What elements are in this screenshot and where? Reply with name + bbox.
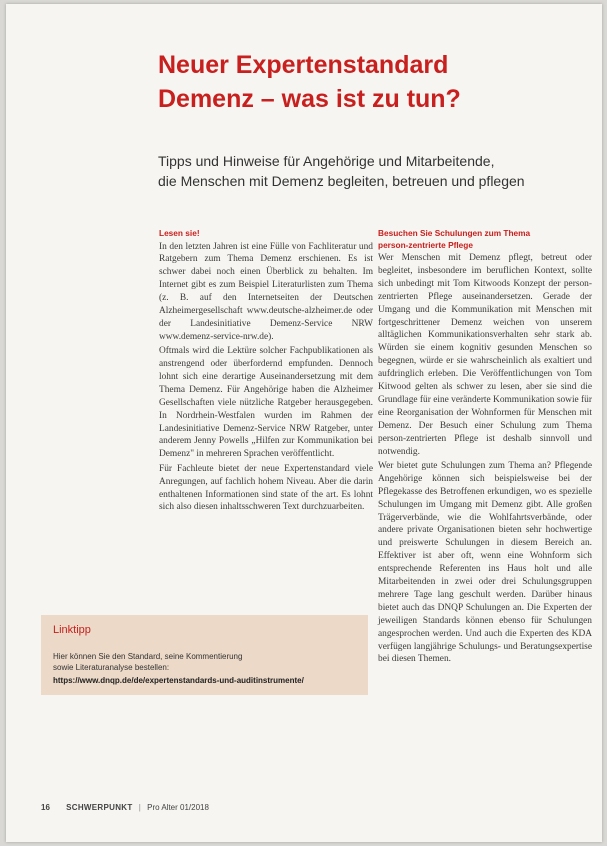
right-heading-line-1: Besuchen Sie Schulungen zum Thema	[378, 228, 531, 238]
right-paragraph-2: Wer bietet gute Schulungen zum Thema an? Pflegende Angehörige können sich beispielsweise bei der Pflegekasse des Betroffenen erkundigen, wo es spezielle Schulungen im Umgang mit Demenz gibt. Alle großen Trägerverbände, wie die Wohlfahrtsverbände, oder andere private Organisationen bieten sehr hochwertige und preiswerte Schulungen in diesem Bereich an. Effektiver ist aber oft, wenn eine Wohnform sich entsprechende Referenten ins Haus holt und alle Mitarbeitenden in zwei oder drei Schulungsgruppen mehrere Tage lang geschult werden. Darüber hinaus bietet auch das DNQP Schulungen an. Die Experten der jeweiligen Standards können ebenso für Schulungen angesprochen werden. Und auch die Experten des KDA verfügen langjährige Schulungs- und Beratungsexpertise bei diesen Themen.	[378, 460, 592, 665]
left-paragraph-3: Für Fachleute bietet der neue Expertenstandard viele Anregungen, auf fachlich hohem Niveau. Aber die darin enthaltenen Informationen sind state of the art. Es lohnt sich also diesen inhaltsschweren Text durchzuarbeiten.	[159, 463, 373, 513]
linktipp-box	[41, 615, 368, 695]
left-paragraph-2: Oftmals wird die Lektüre solcher Fachpublikationen als anstrengend oder überfordernd empfunden. Dennoch lohnt sich eine derartige Auseinandersetzung mit dem Thema Demenz. Für Angehörige haben die Alzheimer Gesellschaften viele nützliche Ratgeber herausgegeben. In Nordrhein-Westfalen wurden im Rahmen der Landesinitiative Demenz-Service NRW Ratgeber, unter anderem Jenny Powells „Hilfen zur Kommunikation bei Demenz" in mehreren Sprachen veröffentlicht.	[159, 346, 373, 460]
right-heading-line-2: person-zentrierte Pflege	[378, 239, 473, 250]
footer-section: SCHWERPUNKT	[66, 803, 133, 812]
title-line-1: Neuer Expertenstandard	[158, 51, 449, 79]
right-paragraph-1: Wer Menschen mit Demenz pflegt, betreut oder begleitet, insbesondere im beruflichen Kontext, sollte sich unbedingt mit Tom Kitwoods Konzept der person-zentrierten Pflege auseinandersetzen. Gerade der Umgang und die Kommunikation mit Menschen mit fortgeschrittener Demenz weichen von unserem alltäglichen Kommunikationsverhalten sehr stark ab. Würden sie einem kognitiv gesunden Menschen so begegnen, würde er sie wahrscheinlich als exaltiert und aufdringlich erleben. Die Veröffentlichungen von Tom Kitwood gelten als schwer zu lesen, aber sie sind die Grundlage für eine veränderte Kommunikation sowie für eine Reorganisation der Wohnformen für Menschen mit Demenz. Der Besuch einer Schulung zum Thema person-zentrierten Pflege ist deshalb sinnvoll und notwendig.	[378, 253, 592, 457]
page-footer	[41, 803, 209, 812]
subtitle-line-2: die Menschen mit Demenz begleiten, betreuen und pflegen	[158, 173, 525, 189]
right-column	[378, 228, 592, 668]
left-paragraph-1: In den letzten Jahren ist eine Fülle von Fachliteratur und Ratgebern zum Thema Demenz erschienen. Es ist schwer dabei noch einen Überblick zu behalten. Im Internet gibt es zum Beispiel Literaturlisten zum Thema (z. B. auf den Internetseiten der Deutschen Alzheimergesellschaft www.deutsche-alzheimer.de oder der Landesinitiative Demenz-Service NRW www.demenz-service-nrw.de).	[159, 241, 373, 342]
right-column-heading	[378, 228, 592, 251]
page-title	[158, 48, 578, 116]
footer-separator: |	[138, 803, 141, 812]
linktipp-text	[53, 651, 363, 673]
magazine-page	[6, 4, 602, 842]
left-column	[159, 228, 373, 516]
left-column-heading: Lesen sie!	[159, 228, 200, 238]
title-line-2: Demenz – was ist zu tun?	[158, 85, 461, 113]
page-number: 16	[41, 803, 50, 812]
subtitle-line-1: Tipps und Hinweise für Angehörige und Mitarbeitende,	[158, 153, 495, 169]
linktipp-text-line-2: sowie Literaturanalyse bestellen:	[53, 663, 170, 672]
linktipp-url[interactable]: https://www.dnqp.de/de/expertenstandards-und-auditinstrumente/	[53, 676, 304, 685]
footer-magazine: Pro Alter 01/2018	[147, 803, 209, 812]
linktipp-title: Linktipp	[53, 624, 91, 636]
page-subtitle	[158, 151, 588, 191]
linktipp-text-line-1: Hier können Sie den Standard, seine Kommentierung	[53, 652, 243, 661]
